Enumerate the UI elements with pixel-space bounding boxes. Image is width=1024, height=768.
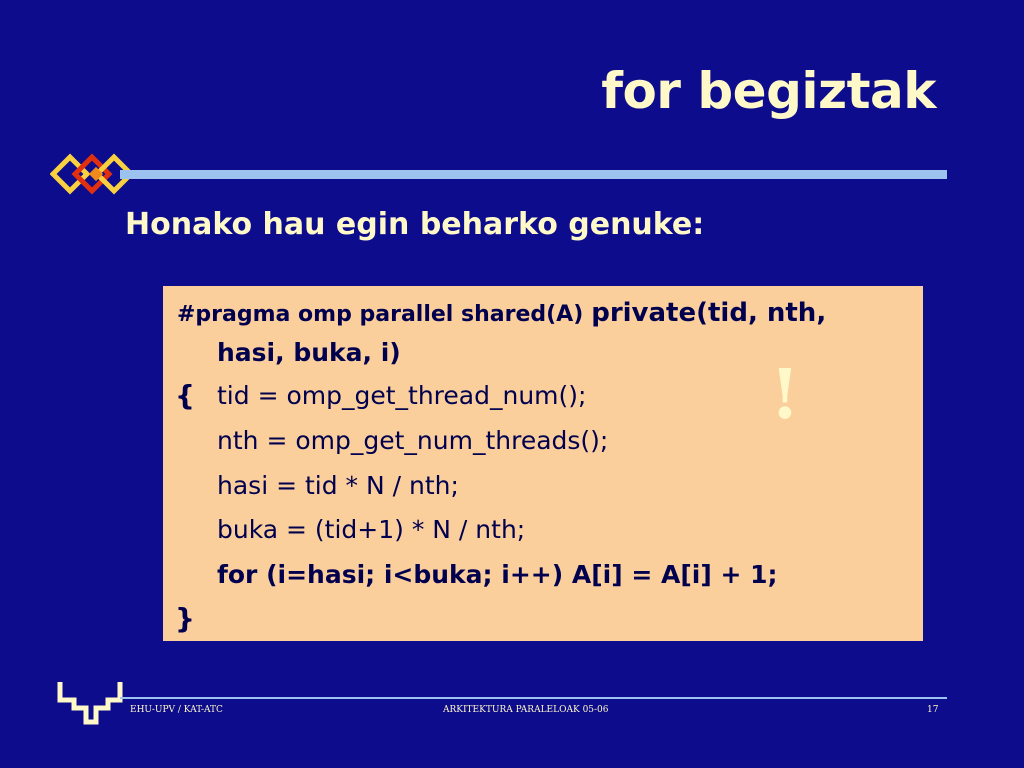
pragma-continuation: hasi, buka, i) [217,338,401,367]
open-brace: { [175,379,195,412]
code-block [163,286,923,641]
title-divider [120,170,947,179]
code-line-4: buka = (tid+1) * N / nth; [217,515,526,544]
university-logo-icon [56,674,126,728]
pragma-private: private(tid, nth, [591,298,827,328]
page-number: 17 [927,705,939,715]
code-line-5: for (i=hasi; i<buka; i++) A[i] = A[i] + 1; [217,560,778,589]
close-brace: } [175,602,195,635]
pragma-line [177,298,826,330]
code-line-3: hasi = tid * N / nth; [217,471,459,500]
code-line-2: nth = omp_get_num_threads(); [217,426,609,455]
code-line-1: tid = omp_get_thread_num(); [217,381,587,410]
pragma-prefix: #pragma omp parallel shared(A) [177,302,584,327]
footer-course: ARKITEKTURA PARALELOAK 05-06 [443,705,609,715]
footer-divider [120,697,947,699]
footer-institution: EHU-UPV / KAT-ATC [130,705,223,715]
slide-subtitle: Honako hau egin beharko genuke: [125,207,705,242]
exclamation-mark: ! [770,355,800,435]
slide-title: for begiztak [601,62,936,120]
